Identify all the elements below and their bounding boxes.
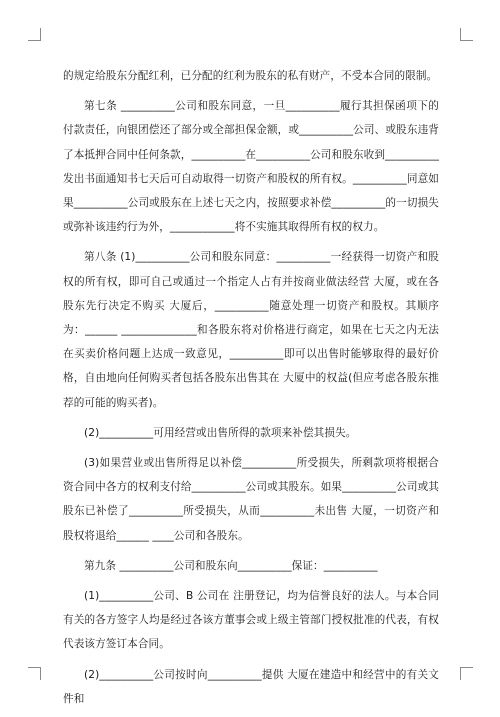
document-body	[63, 64, 439, 717]
crop-mark-bottom-right	[460, 667, 473, 680]
crop-mark-top-left	[28, 28, 41, 41]
article-8-clause-2: (2)__________可用经营或出售所得的款项来补偿其损失。	[84, 426, 357, 439]
article-8-clause-1: 第八条 (1)__________公司和股东同意：__________一经获得一切资产和股权的所有权，即可自己或通过一个指定人占有并按商业做法经营 大厦，或在各股东先行决定不购买 大厦后，__________随意处理一切资产和股权。其顺序为：______ ______________和各股东将对价格进行商定，如果在七天之内无法在买卖价格问题上达成一致意见，__________即可以出售时能够取得的最好价格，自由地向任何购买者包括各股东出售其在 大厦中的权益(但应考虑各股东推荐的可能的购买者)。	[63, 251, 439, 409]
article-9-clause-1: (1)__________公司、B 公司在 注册登记，均为信誉良好的法人。与本合同有关的各方签字人均是经过各该方董事会或上级主管部门授权批准的代表，有权代表该方签订本合同。	[63, 590, 439, 651]
paragraph-continuation: 的规定给股东分配红利，已分配的红利为股东的私有财产，不受本合同的限制。	[63, 70, 438, 82]
crop-mark-bottom-left	[28, 667, 41, 680]
crop-mark-top-right	[460, 28, 473, 41]
article-9-clause-2: (2)__________公司按时向__________提供 大厦在建造中和经营中的有关文件和	[63, 668, 439, 705]
article-9: 第九条 __________公司和股东向__________保证：__________	[84, 559, 378, 572]
article-7: 第七条 __________公司和股东同意，一旦__________履行其担保函项下的付款责任，向银团偿还了部分或全部担保金额，或__________公司、或股东违背了本抵押合同中任何条款，__________在__________公司和股东收到__________发出书面通知书七天后可自动取得一切资产和股权的所有权。__________同意如果__________公司或股东在上述七天之内，按照要求补偿__________的一切损失或弥补该违约行为外，____________将不实施其取得所有权的权力。	[63, 100, 439, 234]
article-8-clause-3: (3)如果营业或出售所得足以补偿__________所受损失，所剩款项将根据合资合同中各方的权利支付给__________公司或其股东。如果__________公司或其股东已补偿了__________所受损失，从而__________未出售 大厦，一切资产和股权将退给______ ____公司和各股东。	[63, 457, 439, 542]
